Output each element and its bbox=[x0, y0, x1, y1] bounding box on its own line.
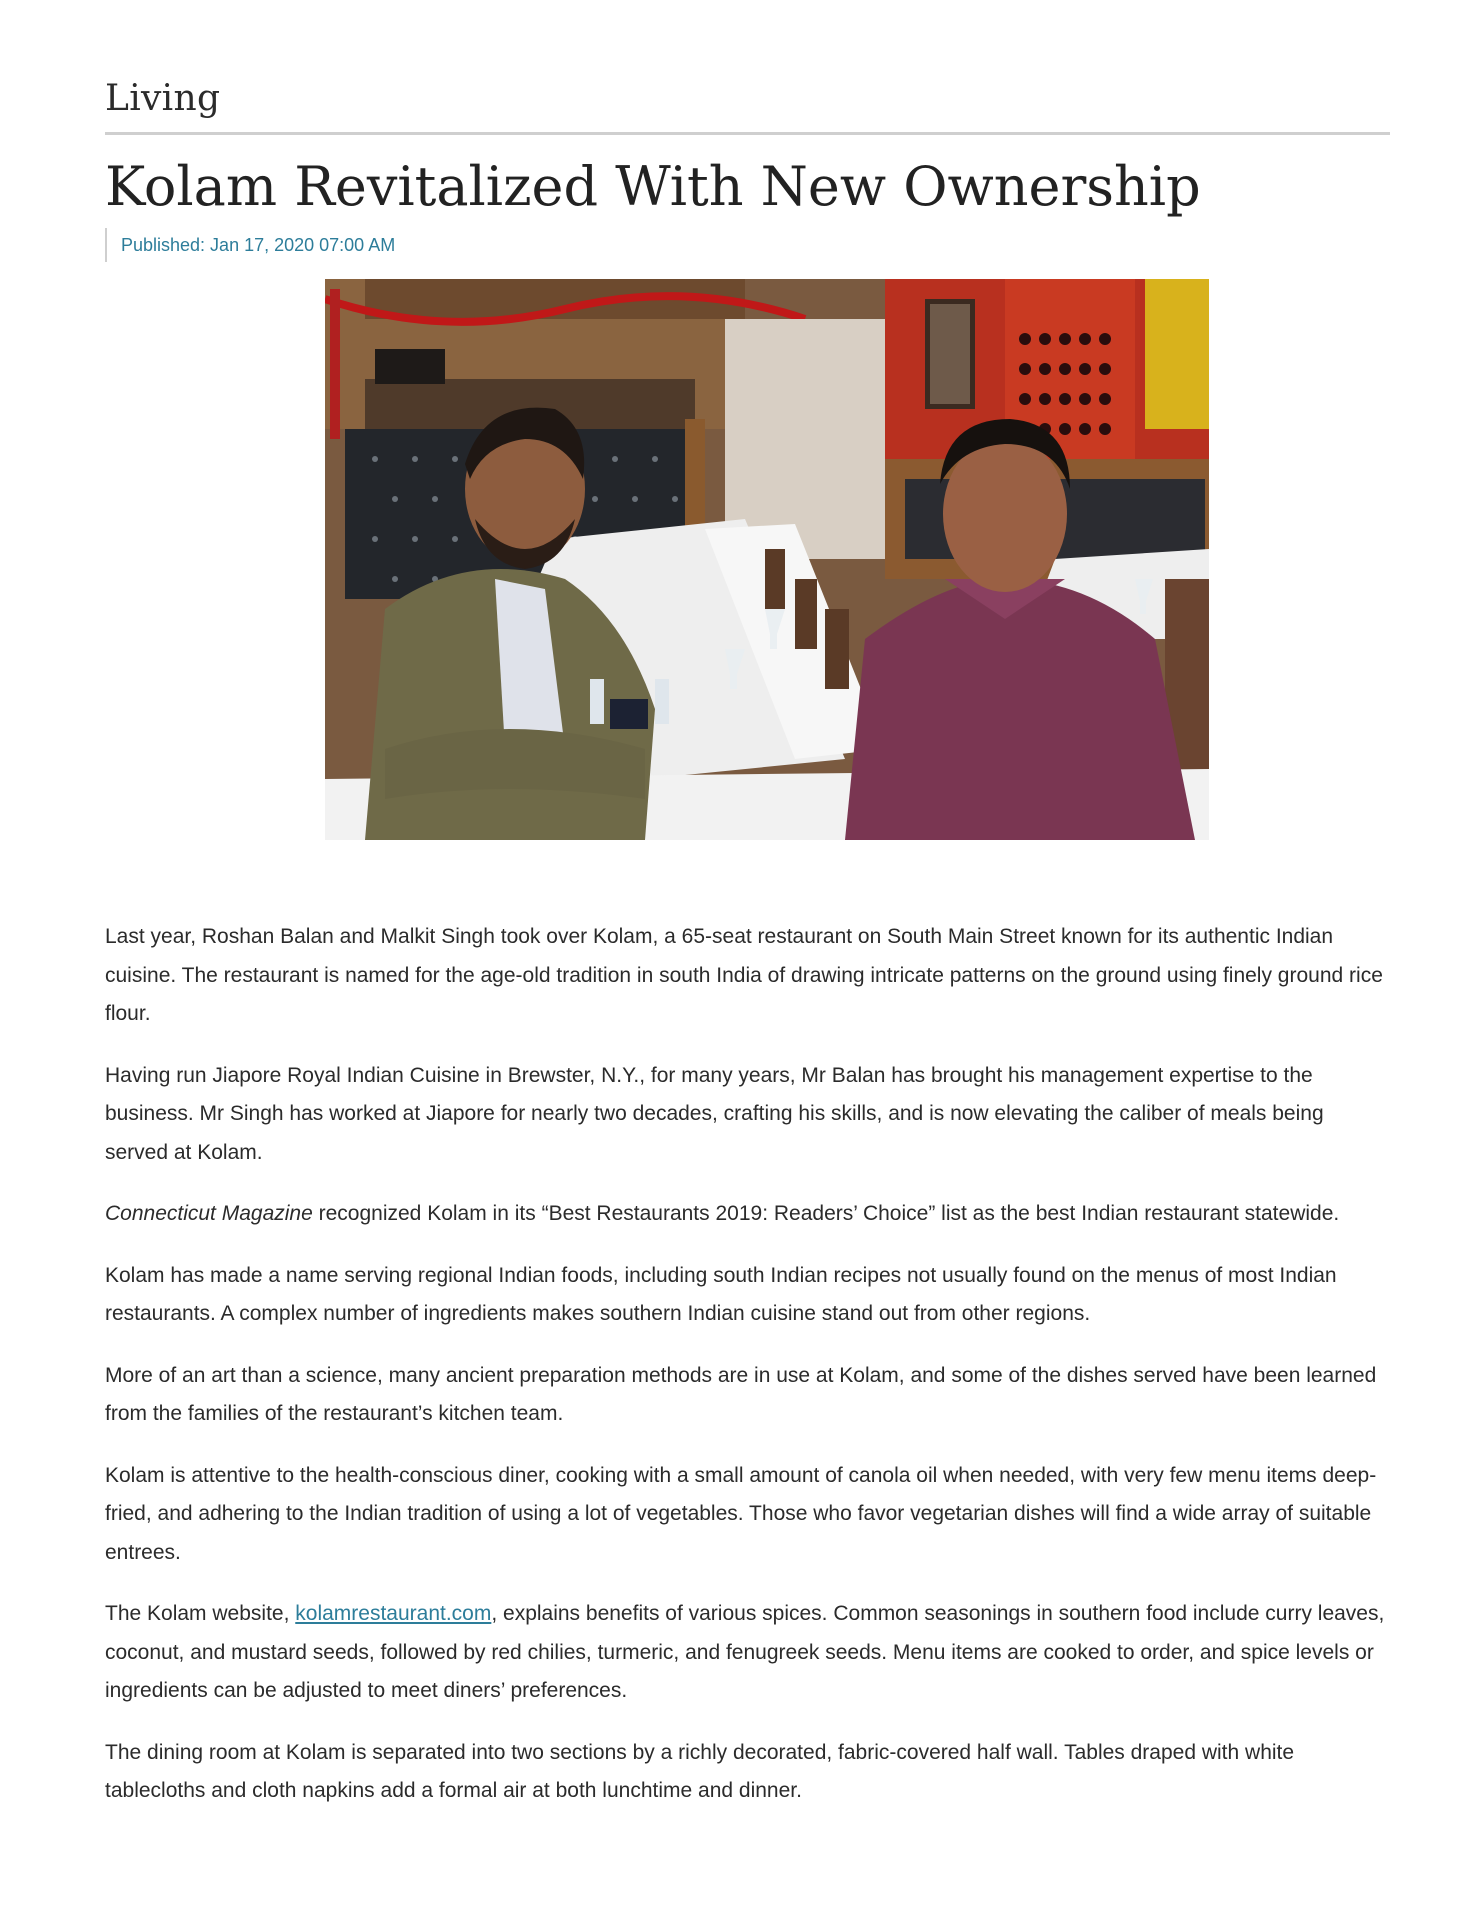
restaurant-owners-photo bbox=[325, 279, 1209, 840]
article-paragraph-3 bbox=[105, 1195, 1390, 1234]
article-paragraph-1: Last year, Roshan Balan and Malkit Singh took over Kolam, a 65-seat restaurant on South Main Street known for its authentic Indian cuisine. The restaurant is named for the age-old tradition in south India of drawing intricate patterns on the ground using finely ground rice flour. bbox=[105, 925, 1383, 1025]
website-link[interactable]: kolamrestaurant.com bbox=[295, 1602, 492, 1625]
article-paragraph-3-text: recognized Kolam in its “Best Restaurants 2019: Readers’ Choice” list as the best Indian restaurant statewide. bbox=[312, 1202, 1340, 1225]
article-paragraph-2: Having run Jiapore Royal Indian Cuisine in Brewster, N.Y., for many years, Mr Balan has brought his management expertise to the business. Mr Singh has worked at Jiapore for nearly two decades, crafting his skills, and is now elevating the caliber of meals being served at Kolam. bbox=[105, 1063, 1324, 1164]
photo-illustration bbox=[325, 279, 1209, 840]
magazine-name: Connecticut Magazine bbox=[105, 1202, 313, 1225]
article-paragraph-7-lead: The Kolam website, bbox=[105, 1602, 296, 1625]
published-date: Published: Jan 17, 2020 07:00 AM bbox=[105, 228, 395, 262]
article-paragraph-4: Kolam has made a name serving regional Indian foods, including south Indian recipes not usually found on the menus of most Indian restaurants. A complex number of ingredients makes southern Indian cuisine stand out from other regions. bbox=[105, 1263, 1337, 1325]
section-label[interactable]: Living bbox=[105, 78, 221, 119]
article-title: Kolam Revitalized With New Ownership bbox=[105, 155, 1201, 218]
article-body bbox=[105, 918, 1390, 1834]
section-divider bbox=[105, 132, 1390, 135]
article-paragraph-7 bbox=[105, 1595, 1390, 1711]
article-paragraph-6: Kolam is attentive to the health-conscious diner, cooking with a small amount of canola oil when needed, with very few menu items deep-fried, and adhering to the Indian tradition of using a lot of vegetables. Those who favor vegetarian dishes will find a wide array of suitable entrees. bbox=[105, 1463, 1377, 1564]
article-paragraph-8: The dining room at Kolam is separated into two sections by a richly decorated, fabric-covered half wall. Tables draped with white tablecloths and cloth napkins add a formal air at both lunchtime and dinner. bbox=[105, 1740, 1295, 1802]
article-paragraph-7-text: , explains benefits of various spices. Common seasonings in southern food include curry leaves, coconut, and mustard seeds, followed by red chilies, turmeric, and fenugreek seeds. Menu items are cooked to order, and spice levels or ingredients can be adjusted to meet diners’ preferences. bbox=[105, 1602, 1385, 1702]
article-paragraph-5: More of an art than a science, many ancient preparation methods are in use at Kolam, and some of the dishes served have been learned from the families of the restaurant’s kitchen team. bbox=[105, 1363, 1377, 1425]
